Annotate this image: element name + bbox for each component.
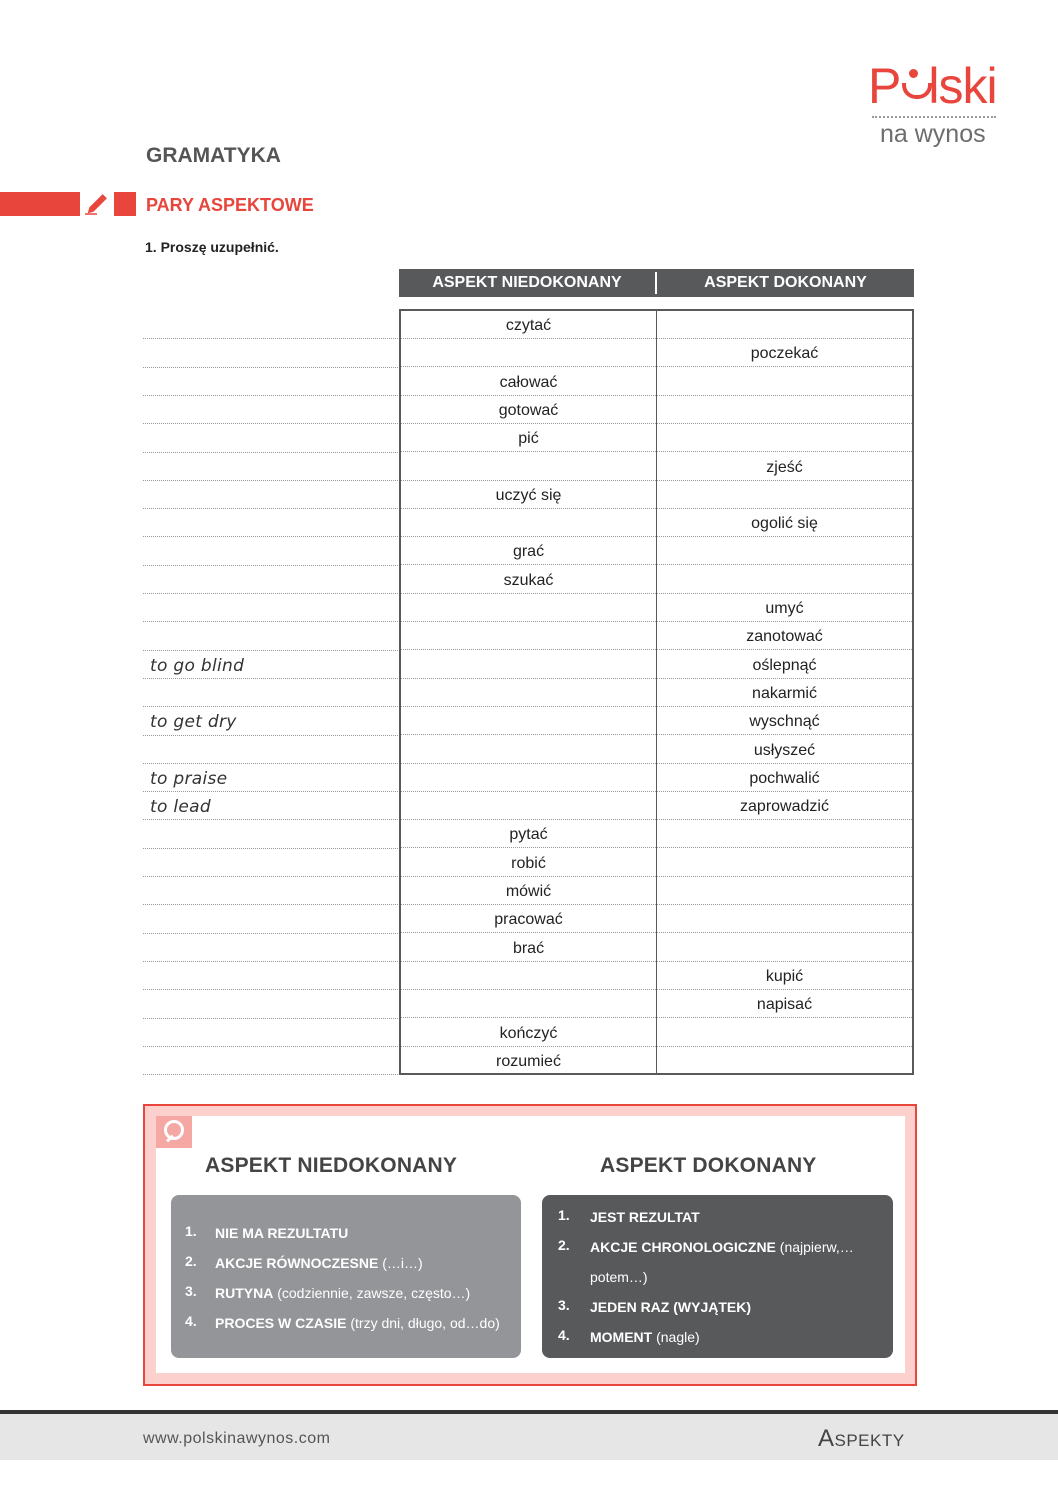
exercise-instruction: 1. Proszę uzupełnić. (145, 239, 279, 255)
perfective-cell[interactable]: ogolić się (751, 515, 818, 533)
rule-number: 3. (558, 1297, 570, 1313)
rule-number: 1. (185, 1223, 197, 1239)
translation-line[interactable] (143, 791, 398, 792)
translation-note: to get dry (150, 712, 237, 733)
imperfective-cell[interactable]: rozumieć (496, 1052, 561, 1070)
table-row (401, 537, 912, 565)
translation-note: to praise (150, 768, 228, 789)
imperfective-cell[interactable]: gotować (498, 401, 559, 419)
imperfective-cell[interactable] (401, 962, 656, 990)
table-row (401, 934, 912, 962)
imperfective-cell[interactable] (401, 990, 656, 1018)
perfective-cell[interactable]: zjeść (766, 458, 803, 476)
perfective-cell[interactable]: kupić (765, 967, 804, 985)
perfective-cell[interactable]: pochwalić (749, 769, 820, 787)
translation-note: to lead (150, 797, 211, 818)
rule-item: PROCES W CZASIE (trzy dni, długo, od…do) (215, 1315, 500, 1331)
table-row (401, 849, 912, 877)
translation-line[interactable] (143, 395, 398, 396)
perfective-cell[interactable] (657, 820, 912, 848)
translation-line[interactable] (143, 876, 398, 877)
logo-subtitle: na wynos (880, 120, 986, 148)
table-row (401, 707, 912, 735)
translation-line[interactable] (143, 593, 398, 594)
table-row (401, 566, 912, 594)
perfective-cell[interactable] (657, 877, 912, 905)
perfective-cell[interactable]: umyć (765, 600, 804, 617)
perfective-cell[interactable] (657, 396, 912, 424)
translation-line[interactable] (143, 650, 398, 651)
rule-item: JEDEN RAZ (WYJĄTEK) (590, 1299, 752, 1315)
section-title: GRAMATYKA (146, 144, 281, 167)
rule-number: 4. (558, 1327, 570, 1343)
rule-item: NIE MA REZULTATU (215, 1225, 349, 1241)
imperfective-cell[interactable] (401, 622, 656, 650)
rule-number: 2. (558, 1237, 570, 1253)
table-row (401, 453, 912, 481)
table-row (401, 905, 912, 933)
imperfective-cell[interactable]: robić (511, 854, 546, 872)
translation-line[interactable] (143, 763, 398, 764)
translation-line[interactable] (143, 933, 398, 934)
imperfective-cell[interactable] (401, 736, 656, 764)
table-header (399, 269, 914, 297)
perfective-cell[interactable]: oślepnąć (752, 656, 817, 674)
rule-item-continuation: potem…) (590, 1269, 648, 1285)
perfective-cell[interactable]: nakarmić (752, 684, 817, 702)
logo-divider (872, 116, 996, 118)
translation-line[interactable] (143, 848, 398, 849)
panel-perfective-rules (542, 1195, 893, 1358)
imperfective-cell[interactable]: kończyć (499, 1024, 558, 1042)
table-row (401, 424, 912, 452)
rule-number: 4. (185, 1313, 197, 1329)
table-row (401, 622, 912, 650)
panel-imperfective-rules (171, 1195, 521, 1358)
aspect-pairs-table (399, 309, 914, 1075)
imperfective-cell[interactable]: czytać (505, 317, 552, 334)
table-row (401, 368, 912, 396)
translation-line[interactable] (143, 904, 398, 905)
translation-line[interactable] (143, 423, 398, 424)
imperfective-cell[interactable]: szukać (503, 571, 554, 589)
perfective-cell[interactable]: usłyszeć (753, 741, 816, 759)
translation-line[interactable] (143, 1046, 398, 1047)
table-row (401, 311, 912, 339)
imperfective-cell[interactable]: pracować (494, 911, 563, 929)
table-row (401, 396, 912, 424)
table-row (401, 764, 912, 792)
imperfective-cell[interactable]: całować (499, 373, 558, 391)
logo-o-glyph (900, 63, 928, 103)
perfective-cell[interactable]: poczekać (750, 345, 819, 363)
rule-number: 3. (185, 1283, 197, 1299)
header-imperfective: ASPEKT NIEDOKONANY (432, 274, 622, 291)
rule-item: AKCJE RÓWNOCZESNE (…i…) (215, 1255, 423, 1271)
imperfective-cell[interactable]: uczyć się (495, 486, 562, 504)
perfective-cell[interactable] (657, 424, 912, 452)
perfective-cell[interactable]: napisać (756, 996, 813, 1014)
table-row (401, 820, 912, 848)
translation-line[interactable] (143, 536, 398, 537)
table-row (401, 792, 912, 820)
rule-number: 1. (558, 1207, 570, 1223)
table-row (401, 877, 912, 905)
perfective-cell[interactable] (657, 481, 912, 509)
footer-website-link[interactable]: www.polskinawynos.com (143, 1430, 331, 1447)
accent-bar (0, 192, 80, 216)
translation-line[interactable] (143, 508, 398, 509)
translation-line[interactable] (143, 961, 398, 962)
translation-line[interactable] (143, 367, 398, 368)
imperfective-cell[interactable]: pytać (509, 826, 548, 844)
translation-line[interactable] (143, 565, 398, 566)
perfective-cell[interactable] (657, 849, 912, 877)
translation-note: to go blind (150, 655, 245, 676)
imperfective-cell[interactable] (401, 707, 656, 735)
table-row (401, 679, 912, 707)
rule-item: AKCJE CHRONOLOGICZNE (najpierw,… (590, 1239, 854, 1255)
rule-number: 2. (185, 1253, 197, 1269)
translation-line[interactable] (143, 819, 398, 820)
pencil-icon (83, 192, 111, 216)
perfective-cell[interactable]: zaprowadzić (740, 798, 829, 816)
table-row (401, 594, 912, 622)
logo-wordmark: P lski (868, 58, 997, 114)
footer-topic: Aspekty (818, 1425, 905, 1452)
brand-logo (868, 58, 1008, 158)
perfective-cell[interactable] (657, 311, 912, 339)
translation-line[interactable] (143, 1018, 398, 1019)
heading-imperfective: ASPEKT NIEDOKONANY (205, 1154, 458, 1177)
translation-line[interactable] (143, 1074, 398, 1075)
imperfective-cell[interactable] (401, 679, 656, 707)
imperfective-cell[interactable] (401, 339, 656, 367)
table-row (401, 651, 912, 679)
table-row (401, 962, 912, 990)
translation-line[interactable] (143, 706, 398, 707)
table-row (401, 1047, 912, 1075)
accent-square (114, 192, 136, 216)
imperfective-cell[interactable] (401, 594, 656, 622)
imperfective-cell[interactable] (401, 651, 656, 679)
perfective-cell[interactable] (657, 934, 912, 962)
heading-perfective: ASPEKT DOKONANY (600, 1154, 817, 1177)
table-row (401, 339, 912, 367)
perfective-cell[interactable]: wyschnąć (749, 713, 820, 731)
rule-item: JEST REZULTAT (590, 1209, 700, 1225)
imperfective-cell[interactable] (401, 509, 656, 537)
perfective-cell[interactable] (657, 368, 912, 396)
perfective-cell[interactable] (657, 566, 912, 594)
table-row (401, 1019, 912, 1047)
imperfective-cell[interactable] (401, 453, 656, 481)
imperfective-cell[interactable] (401, 764, 656, 792)
search-icon (156, 1116, 192, 1148)
perfective-cell[interactable] (657, 537, 912, 565)
imperfective-cell[interactable]: pić (518, 430, 539, 448)
table-row (401, 736, 912, 764)
translation-line[interactable] (143, 452, 398, 453)
perfective-cell[interactable] (657, 1047, 912, 1075)
table-row (401, 990, 912, 1018)
perfective-cell[interactable] (657, 905, 912, 933)
imperfective-cell[interactable]: brać (512, 939, 545, 957)
table-row (401, 509, 912, 537)
rule-item: MOMENT (nagle) (590, 1329, 700, 1345)
imperfective-cell[interactable]: grać (512, 543, 545, 561)
imperfective-cell[interactable]: mówić (505, 883, 552, 900)
header-perfective: ASPEKT DOKONANY (704, 274, 867, 291)
subsection-title: PARY ASPEKTOWE (146, 195, 314, 215)
translation-line[interactable] (143, 480, 398, 481)
translation-line[interactable] (143, 735, 398, 736)
perfective-cell[interactable]: zanotować (746, 628, 823, 646)
table-row (401, 481, 912, 509)
imperfective-cell[interactable] (401, 792, 656, 820)
translation-line[interactable] (143, 989, 398, 990)
translation-line[interactable] (143, 621, 398, 622)
translation-line[interactable] (143, 338, 398, 339)
perfective-cell[interactable] (657, 1019, 912, 1047)
rule-item: RUTYNA (codziennie, zawsze, często…) (215, 1285, 471, 1301)
translation-line[interactable] (143, 678, 398, 679)
